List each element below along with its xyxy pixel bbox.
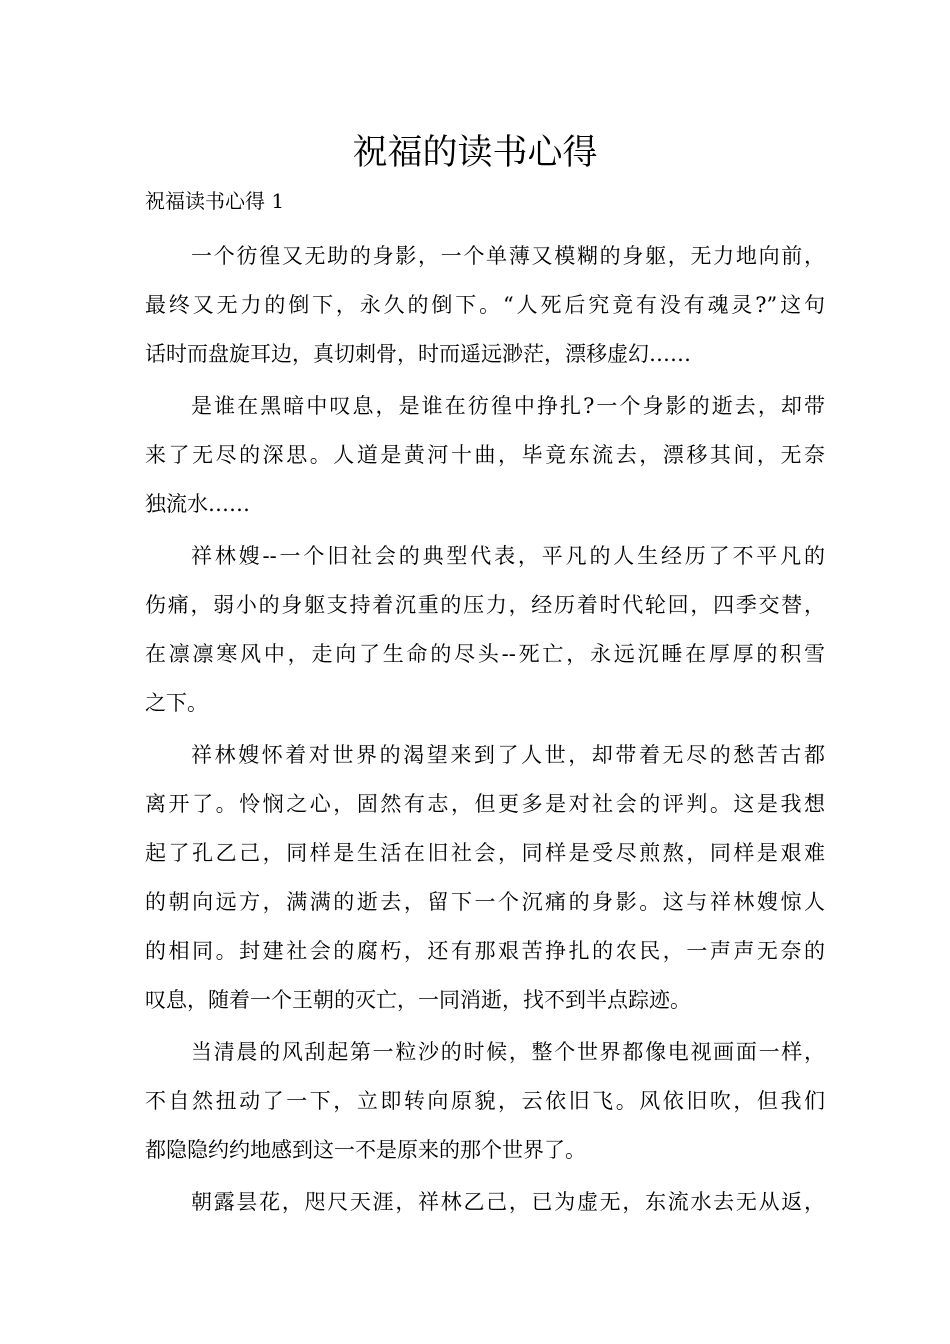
text-line: 伤痛，弱小的身躯支持着沉重的压力，经历着时代轮回，四季交替， xyxy=(145,593,825,617)
text-line: 话时而盘旋耳边，真切刺骨，时而遥远渺茫，漂移虚幻…… xyxy=(145,342,691,366)
text-line: 的相同。封建社会的腐朽，还有那艰苦挣扎的农民，一声声无奈的 xyxy=(145,939,825,963)
text-line: 当清晨的风刮起第一粒沙的时候，整个世界都像电视画面一样， xyxy=(191,1040,825,1064)
document-title: 祝福的读书心得 xyxy=(352,133,598,173)
text-line: 祥林嫂--一个旧社会的典型代表，平凡的人生经历了不平凡的 xyxy=(191,544,825,568)
text-line: 在凛凛寒风中，走向了生命的尽头--死亡，永远沉睡在厚厚的积雪 xyxy=(145,642,825,666)
paragraph-1 xyxy=(145,232,825,379)
text-line: 最终又无力的倒下，永久的倒下。“人死后究竟有没有魂灵?”这句 xyxy=(145,293,825,317)
document-body xyxy=(145,232,825,1230)
text-line: 祥林嫂怀着对世界的渴望来到了人世，却带着无尽的愁苦古都 xyxy=(191,743,825,767)
paragraph-2 xyxy=(145,382,825,529)
text-line: 一个彷徨又无助的身影，一个单薄又模糊的身躯，无力地向前， xyxy=(191,244,825,268)
text-line: 叹息，随着一个王朝的灭亡，一同消逝，找不到半点踪迹。 xyxy=(145,988,691,1012)
text-line: 都隐隐约约地感到这一不是原来的那个世界了。 xyxy=(145,1138,586,1162)
text-line: 独流水…… xyxy=(145,492,250,516)
paragraph-3 xyxy=(145,532,825,728)
paragraph-5 xyxy=(145,1028,825,1175)
text-line: 朝露昙花，咫尺天涯，祥林乙己，已为虚无，东流水去无从返， xyxy=(191,1190,825,1214)
text-line: 是谁在黑暗中叹息，是谁在彷徨中挣扎?一个身影的逝去，却带 xyxy=(191,394,825,418)
paragraph-6 xyxy=(145,1178,825,1227)
section-heading: 祝福读书心得 1 xyxy=(145,189,285,213)
text-line: 来了无尽的深思。人道是黄河十曲，毕竟东流去，漂移其间，无奈 xyxy=(145,443,825,467)
text-line: 不自然扭动了一下，立即转向原貌，云依旧飞。风依旧吹，但我们 xyxy=(145,1089,825,1113)
text-line: 的朝向远方，满满的逝去，留下一个沉痛的身影。这与祥林嫂惊人 xyxy=(145,890,825,914)
paragraph-4 xyxy=(145,731,825,1025)
text-line: 之下。 xyxy=(145,691,208,715)
text-line: 离开了。怜悯之心，固然有志，但更多是对社会的评判。这是我想 xyxy=(145,792,825,816)
text-line: 起了孔乙己，同样是生活在旧社会，同样是受尽煎熬，同样是艰难 xyxy=(145,841,825,865)
